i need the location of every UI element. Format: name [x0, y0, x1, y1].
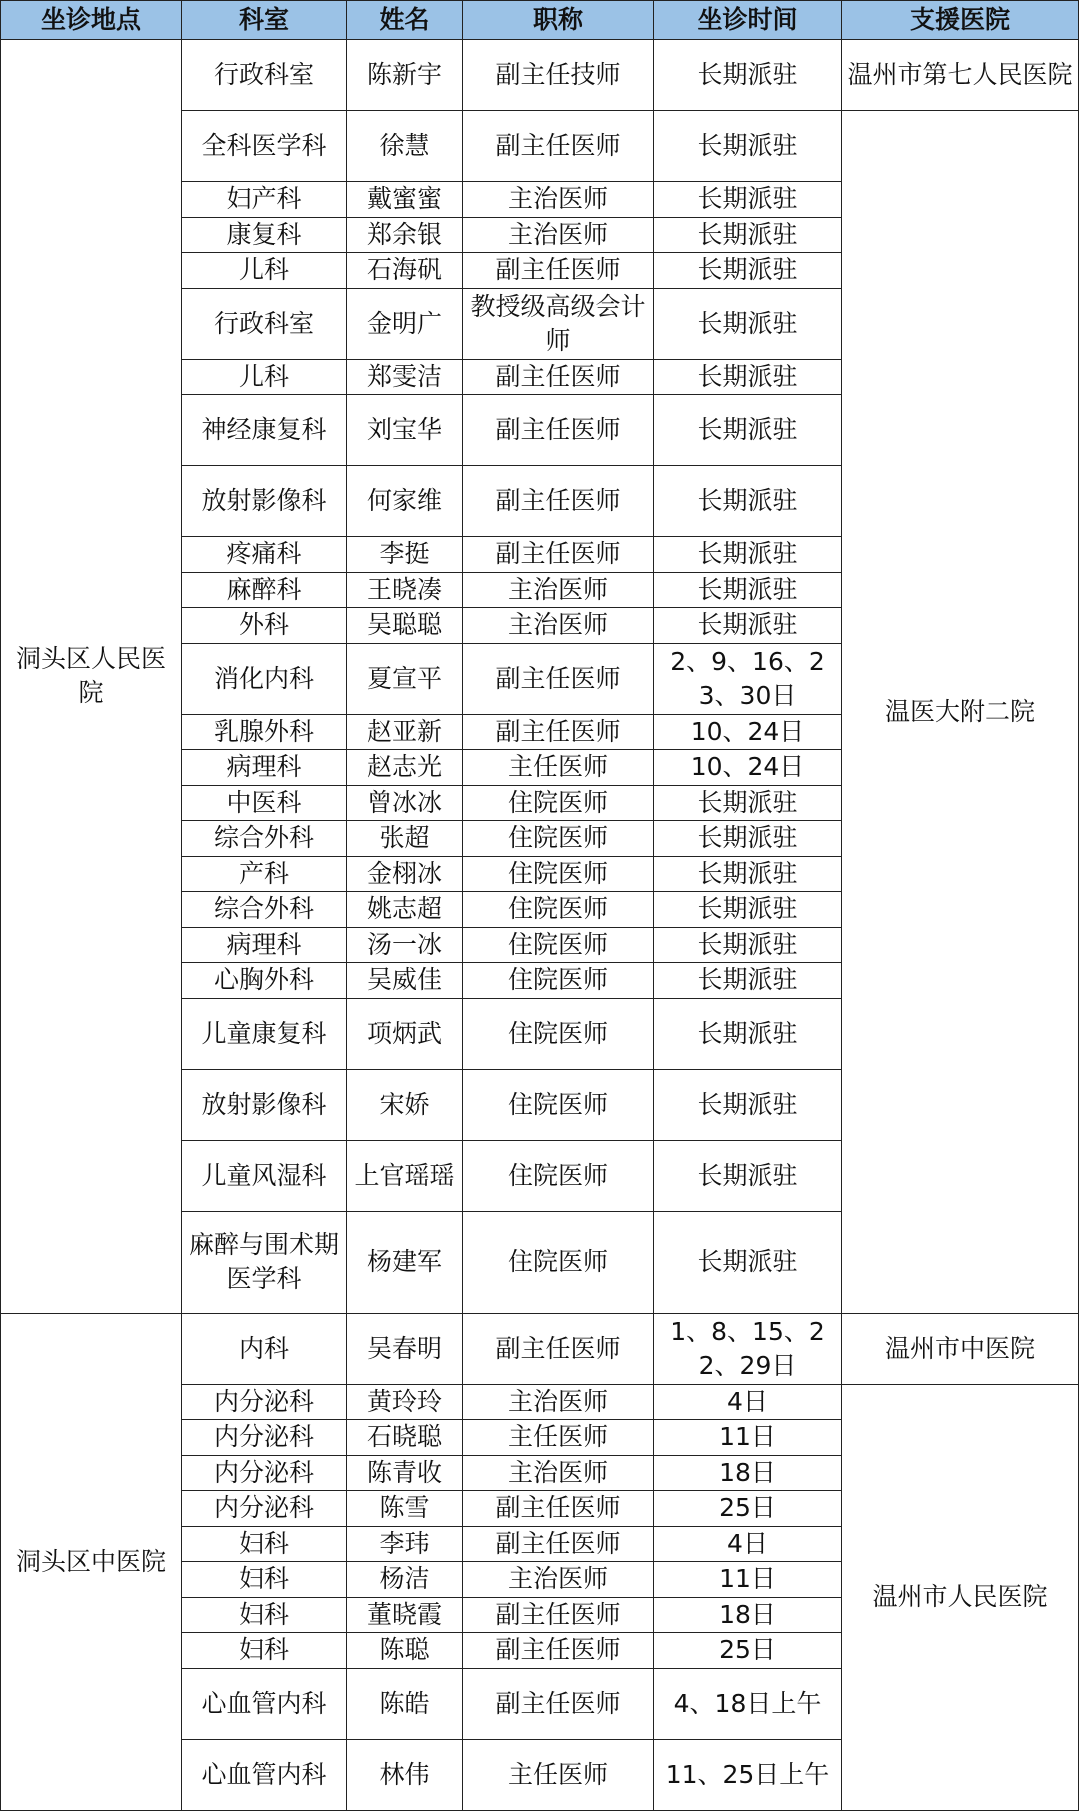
dept-cell: 消化内科: [182, 643, 347, 714]
name-cell: 吴威佳: [347, 963, 463, 999]
dept-cell: 妇科: [182, 1526, 347, 1562]
title-cell: 副主任医师: [463, 466, 654, 537]
name-cell: 曾冰冰: [347, 785, 463, 821]
dept-cell: 产科: [182, 856, 347, 892]
dept-cell: 病理科: [182, 927, 347, 963]
time-cell: 25日: [654, 1491, 842, 1527]
name-cell: 上官瑶瑶: [347, 1140, 463, 1211]
title-cell: 主治医师: [463, 1562, 654, 1598]
name-cell: 董晓霞: [347, 1597, 463, 1633]
time-cell: 18日: [654, 1455, 842, 1491]
title-cell: 主治医师: [463, 572, 654, 608]
support-cell: 温州市人民医院: [842, 1384, 1079, 1810]
time-cell: 11日: [654, 1420, 842, 1456]
dept-cell: 病理科: [182, 750, 347, 786]
dept-cell: 外科: [182, 608, 347, 644]
title-cell: 副主任医师: [463, 1633, 654, 1669]
dept-cell: 麻醉科: [182, 572, 347, 608]
name-cell: 赵志光: [347, 750, 463, 786]
time-cell: 长期派驻: [654, 998, 842, 1069]
title-cell: 主治医师: [463, 1455, 654, 1491]
dept-cell: 神经康复科: [182, 395, 347, 466]
name-cell: 陈雪: [347, 1491, 463, 1527]
dept-cell: 放射影像科: [182, 1069, 347, 1140]
title-cell: 副主任医师: [463, 1491, 654, 1527]
header-row: [1, 1, 1079, 40]
name-cell: 刘宝华: [347, 395, 463, 466]
dept-cell: 综合外科: [182, 821, 347, 857]
time-cell: 18日: [654, 1597, 842, 1633]
time-cell: 长期派驻: [654, 1069, 842, 1140]
title-cell: 住院医师: [463, 785, 654, 821]
location-cell: 洞头区中医院: [1, 1313, 182, 1810]
name-cell: 杨建军: [347, 1211, 463, 1313]
title-cell: 副主任医师: [463, 1597, 654, 1633]
name-cell: 王晓凑: [347, 572, 463, 608]
name-cell: 戴蜜蜜: [347, 182, 463, 218]
time-cell: 长期派驻: [654, 182, 842, 218]
support-cell: 温医大附二院: [842, 111, 1079, 1314]
support-cell: 温州市第七人民医院: [842, 40, 1079, 111]
dept-cell: 综合外科: [182, 892, 347, 928]
time-cell: 长期派驻: [654, 927, 842, 963]
name-cell: 何家维: [347, 466, 463, 537]
time-cell: 长期派驻: [654, 1140, 842, 1211]
title-cell: 主治医师: [463, 1384, 654, 1420]
dept-cell: 心胸外科: [182, 963, 347, 999]
title-cell: 主治医师: [463, 608, 654, 644]
title-cell: 住院医师: [463, 998, 654, 1069]
time-cell: 长期派驻: [654, 785, 842, 821]
title-cell: 副主任医师: [463, 714, 654, 750]
time-cell: 长期派驻: [654, 1211, 842, 1313]
dept-cell: 中医科: [182, 785, 347, 821]
time-cell: 长期派驻: [654, 111, 842, 182]
header-support: 支援医院: [842, 1, 1079, 40]
dept-cell: 麻醉与围术期医学科: [182, 1211, 347, 1313]
time-cell: 长期派驻: [654, 821, 842, 857]
name-cell: 李挺: [347, 537, 463, 573]
dept-cell: 全科医学科: [182, 111, 347, 182]
time-cell: 长期派驻: [654, 892, 842, 928]
time-cell: 长期派驻: [654, 395, 842, 466]
name-cell: 石晓聪: [347, 1420, 463, 1456]
title-cell: 副主任医师: [463, 1526, 654, 1562]
dept-cell: 放射影像科: [182, 466, 347, 537]
dept-cell: 儿科: [182, 359, 347, 395]
time-cell: 11日: [654, 1562, 842, 1598]
name-cell: 陈聪: [347, 1633, 463, 1669]
name-cell: 张超: [347, 821, 463, 857]
title-cell: 副主任医师: [463, 1668, 654, 1739]
time-cell: 长期派驻: [654, 359, 842, 395]
name-cell: 金栩冰: [347, 856, 463, 892]
name-cell: 林伟: [347, 1739, 463, 1810]
name-cell: 石海矾: [347, 253, 463, 289]
title-cell: 主任医师: [463, 1739, 654, 1810]
name-cell: 陈皓: [347, 1668, 463, 1739]
dept-cell: 康复科: [182, 217, 347, 253]
dept-cell: 心血管内科: [182, 1668, 347, 1739]
header-dept: 科室: [182, 1, 347, 40]
dept-cell: 儿童康复科: [182, 998, 347, 1069]
time-cell: 25日: [654, 1633, 842, 1669]
title-cell: 住院医师: [463, 963, 654, 999]
title-cell: 副主任医师: [463, 395, 654, 466]
name-cell: 徐慧: [347, 111, 463, 182]
time-cell: 长期派驻: [654, 963, 842, 999]
name-cell: 杨洁: [347, 1562, 463, 1598]
dept-cell: 行政科室: [182, 288, 347, 359]
title-cell: 主任医师: [463, 1420, 654, 1456]
dept-cell: 儿童风湿科: [182, 1140, 347, 1211]
name-cell: 郑余银: [347, 217, 463, 253]
dept-cell: 心血管内科: [182, 1739, 347, 1810]
title-cell: 住院医师: [463, 1211, 654, 1313]
name-cell: 陈青收: [347, 1455, 463, 1491]
name-cell: 黄玲玲: [347, 1384, 463, 1420]
time-cell: 10、24日: [654, 714, 842, 750]
name-cell: 姚志超: [347, 892, 463, 928]
time-cell: 长期派驻: [654, 856, 842, 892]
time-cell: 2、9、16、23、30日: [654, 643, 842, 714]
time-cell: 长期派驻: [654, 288, 842, 359]
dept-cell: 妇科: [182, 1597, 347, 1633]
title-cell: 住院医师: [463, 856, 654, 892]
dept-cell: 妇科: [182, 1633, 347, 1669]
name-cell: 宋娇: [347, 1069, 463, 1140]
title-cell: 主治医师: [463, 182, 654, 218]
title-cell: 住院医师: [463, 1140, 654, 1211]
name-cell: 夏宣平: [347, 643, 463, 714]
header-title: 职称: [463, 1, 654, 40]
time-cell: 长期派驻: [654, 217, 842, 253]
dept-cell: 内分泌科: [182, 1420, 347, 1456]
table-row: [1, 1313, 1079, 1384]
title-cell: 副主任医师: [463, 111, 654, 182]
time-cell: 长期派驻: [654, 608, 842, 644]
title-cell: 副主任医师: [463, 643, 654, 714]
time-cell: 长期派驻: [654, 40, 842, 111]
time-cell: 长期派驻: [654, 572, 842, 608]
name-cell: 赵亚新: [347, 714, 463, 750]
time-cell: 长期派驻: [654, 253, 842, 289]
header-time: 坐诊时间: [654, 1, 842, 40]
name-cell: 陈新宇: [347, 40, 463, 111]
time-cell: 4日: [654, 1384, 842, 1420]
name-cell: 汤一冰: [347, 927, 463, 963]
time-cell: 1、8、15、22、29日: [654, 1313, 842, 1384]
title-cell: 住院医师: [463, 1069, 654, 1140]
time-cell: 长期派驻: [654, 466, 842, 537]
name-cell: 李玮: [347, 1526, 463, 1562]
dept-cell: 内分泌科: [182, 1455, 347, 1491]
time-cell: 长期派驻: [654, 537, 842, 573]
title-cell: 主任医师: [463, 750, 654, 786]
name-cell: 吴春明: [347, 1313, 463, 1384]
dept-cell: 妇科: [182, 1562, 347, 1598]
title-cell: 教授级高级会计师: [463, 288, 654, 359]
table-row: [1, 40, 1079, 111]
title-cell: 住院医师: [463, 927, 654, 963]
dept-cell: 乳腺外科: [182, 714, 347, 750]
name-cell: 吴聪聪: [347, 608, 463, 644]
time-cell: 4日: [654, 1526, 842, 1562]
time-cell: 11、25日上午: [654, 1739, 842, 1810]
dept-cell: 妇产科: [182, 182, 347, 218]
header-location: 坐诊地点: [1, 1, 182, 40]
title-cell: 住院医师: [463, 892, 654, 928]
dept-cell: 儿科: [182, 253, 347, 289]
dept-cell: 内分泌科: [182, 1491, 347, 1527]
title-cell: 住院医师: [463, 821, 654, 857]
name-cell: 郑雯洁: [347, 359, 463, 395]
time-cell: 4、18日上午: [654, 1668, 842, 1739]
dept-cell: 行政科室: [182, 40, 347, 111]
time-cell: 10、24日: [654, 750, 842, 786]
title-cell: 副主任医师: [463, 359, 654, 395]
name-cell: 金明广: [347, 288, 463, 359]
support-cell: 温州市中医院: [842, 1313, 1079, 1384]
title-cell: 副主任医师: [463, 537, 654, 573]
title-cell: 副主任技师: [463, 40, 654, 111]
header-name: 姓名: [347, 1, 463, 40]
dept-cell: 内科: [182, 1313, 347, 1384]
name-cell: 项炳武: [347, 998, 463, 1069]
title-cell: 副主任医师: [463, 253, 654, 289]
title-cell: 副主任医师: [463, 1313, 654, 1384]
title-cell: 主治医师: [463, 217, 654, 253]
dept-cell: 内分泌科: [182, 1384, 347, 1420]
location-cell: 洞头区人民医院: [1, 40, 182, 1314]
dept-cell: 疼痛科: [182, 537, 347, 573]
